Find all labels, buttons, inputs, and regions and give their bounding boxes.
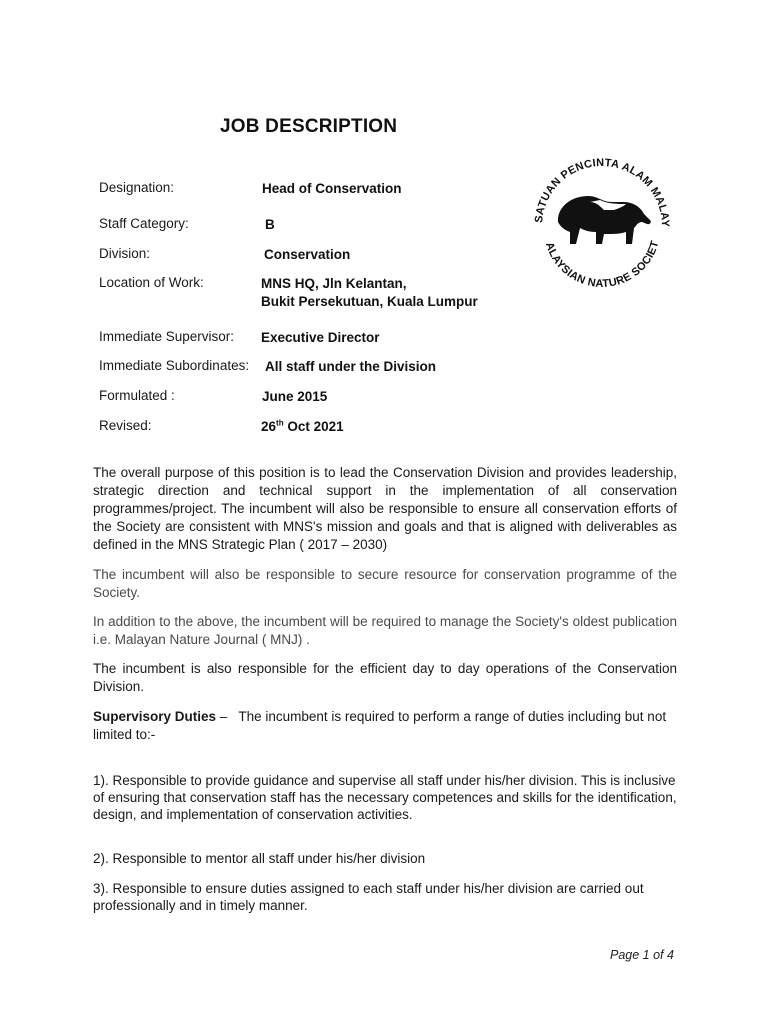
page-title: JOB DESCRIPTION <box>220 116 398 137</box>
division-label: Division: <box>99 246 151 261</box>
resource-paragraph: The incumbent will also be responsible to secure resource for conservation programme of the Society. <box>93 567 677 600</box>
location-label: Location of Work: <box>99 275 204 290</box>
supervisory-heading: Supervisory Duties <box>93 709 217 724</box>
page-number: Page 1 of 4 <box>610 948 674 962</box>
staff-category-label: Staff Category: <box>99 216 189 231</box>
operations-paragraph: The incumbent is also responsible for the efficient day to day operations of the Conservation Division. <box>93 661 677 694</box>
duty-item: 1). Responsible to provide guidance and supervise all staff under his/her division. This is inclusive of ensuring that conservation staff has the necessary competences and skills for the identification, design, and implementation of conservation activities. <box>93 773 677 822</box>
subordinates-value: All staff under the Division <box>265 359 437 374</box>
location-value-line1: MNS HQ, Jln Kelantan, <box>261 276 407 291</box>
tapir-icon <box>558 196 651 244</box>
mns-logo <box>528 146 676 294</box>
revised-value: 26th Oct 2021 <box>261 418 344 434</box>
subordinates-label: Immediate Subordinates: <box>99 358 250 373</box>
formulated-value: June 2015 <box>262 389 328 404</box>
purpose-paragraph: The overall purpose of this position is to lead the Conservation Division and provides leadership, strategic direction and technical support in the implementation of all conservation programmes/project. The incumbent will also be responsible to ensure all conservation efforts of the Society are consistent with MNS's mission and goals and that is aligned with deliverables as defined in the MNS Strategic Plan ( 2017 – 2030) <box>93 465 677 552</box>
formulated-label: Formulated : <box>99 388 175 403</box>
revised-label: Revised: <box>99 418 152 433</box>
division-value: Conservation <box>264 247 351 262</box>
duty-item: 2). Responsible to mentor all staff under his/her division <box>93 851 426 866</box>
journal-paragraph: In addition to the above, the incumbent will be required to manage the Society's oldest publication i.e. Malayan Nature Journal ( MNJ) . <box>93 614 677 647</box>
designation-label: Designation: <box>99 180 175 195</box>
supervisor-value: Executive Director <box>261 330 380 345</box>
supervisor-label: Immediate Supervisor: <box>99 329 235 344</box>
supervisory-duties-intro: Supervisory Duties – The incumbent is required to perform a range of duties including but not limited to:- <box>93 709 667 742</box>
svg-text:MALAYSIAN NATURE SOCIETY: ALAYSIAN NATURE SOCIET <box>542 239 662 291</box>
svg-text:PERSATUAN PENCINTA ALAM MALAYS: SATUAN PENCINTA ALAM MALAY <box>533 156 672 228</box>
staff-category-value: B <box>265 217 275 232</box>
duty-item: 3). Responsible to ensure duties assigned to each staff under his/her division are carried out professionally and in timely manner. <box>93 881 644 913</box>
location-value-line2: Bukit Persekutuan, Kuala Lumpur <box>261 294 478 309</box>
designation-value: Head of Conservation <box>262 181 402 196</box>
